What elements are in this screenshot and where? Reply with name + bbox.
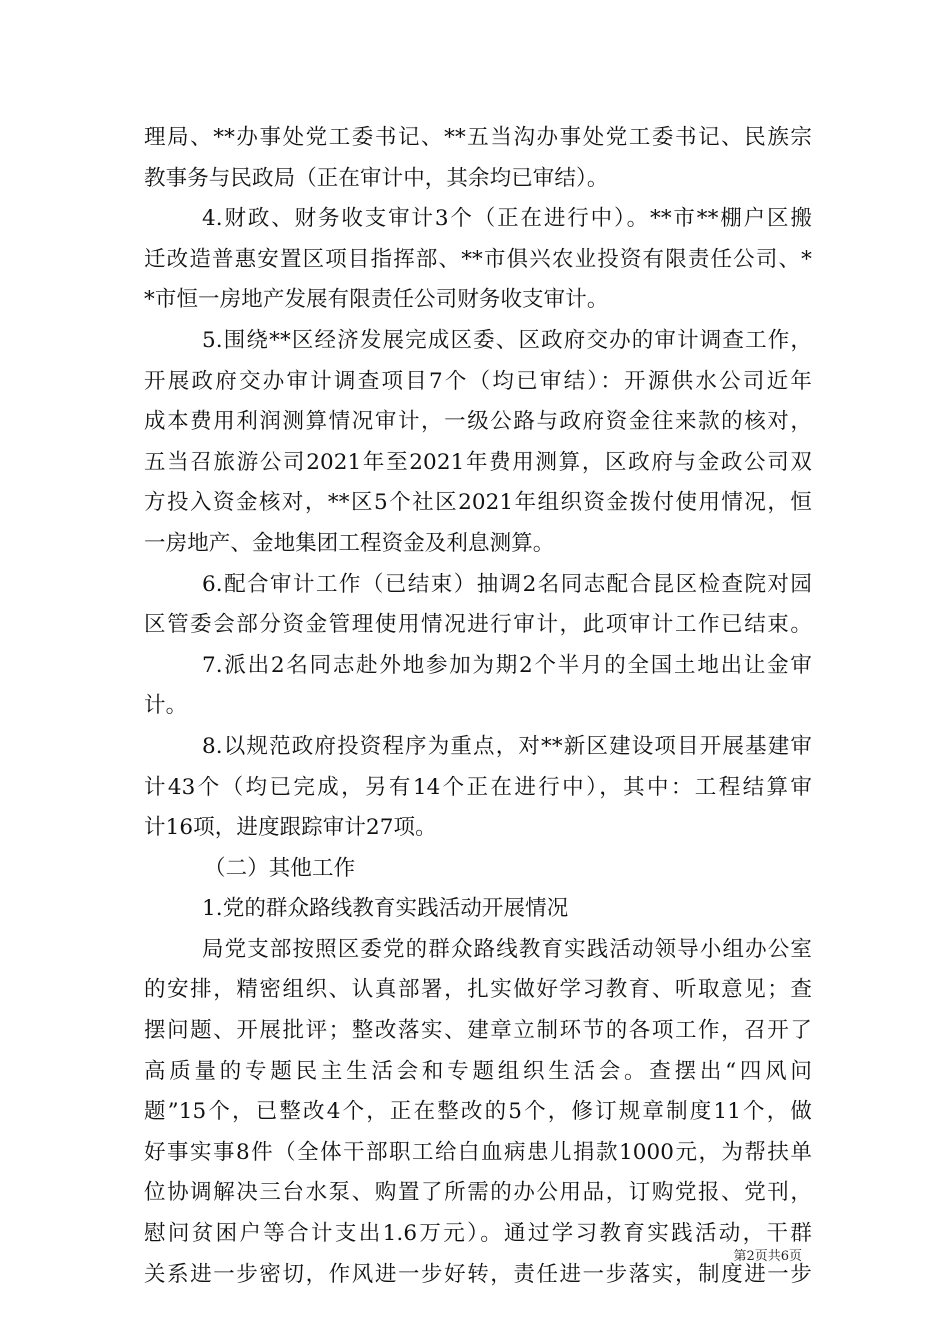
text-line: *市恒一房地产发展有限责任公司财务收支审计。 [144,287,609,313]
page-number: 第2页共6页 [733,1249,802,1264]
text-line: 一房地产、金地集团工程资金及利息测算。 [144,530,555,556]
text-line: 区管委会部分资金管理使用情况进行审计，此项审计工作已结束。 [144,612,812,638]
text-line: 教事务与民政局（正在审计中，其余均已审结）。 [144,165,609,191]
text-line: 关系进一步密切，作风进一步好转，责任进一步落实，制度进一步 [144,1261,812,1287]
text-line: 5.围绕**区经济发展完成区委、区政府交办的审计调查工作， [202,327,812,353]
text-line: 好事实事8件（全体干部职工给白血病患儿捐款1000元，为帮扶单 [144,1139,812,1165]
text-line: 高质量的专题民主生活会和专题组织生活会。查摆出“四风问 [144,1058,812,1084]
text-line: 成本费用利润测算情况审计，一级公路与政府资金往来款的核对， [144,409,812,435]
text-line: 开展政府交办审计调查项目7个（均已审结）：开源供水公司近年 [144,368,812,394]
text-line: 迁改造普惠安置区项目指挥部、**市俱兴农业投资有限责任公司、* [144,246,812,272]
text-line: 摆问题、开展批评；整改落实、建章立制环节的各项工作，召开了 [144,1018,812,1044]
text-line: 五当召旅游公司2021年至2021年费用测算，区政府与金政公司双 [144,449,812,475]
text-line: 4.财政、财务收支审计3个（正在进行中）。**市**棚户区搬 [202,206,812,232]
text-line: 位协调解决三台水泵、购置了所需的办公用品，订购党报、党刊， [144,1180,812,1206]
text-line: 慰问贫困户等合计支出1.6万元）。通过学习教育实践活动，干群 [144,1221,812,1247]
text-line: 计。 [144,693,188,719]
text-line: 6.配合审计工作（已结束）抽调2名同志配合昆区检查院对园 [202,571,812,597]
text-line: 的安排，精密组织、认真部署，扎实做好学习教育、听取意见；查 [144,977,812,1003]
text-line: 局党支部按照区委党的群众路线教育实践活动领导小组办公室 [202,936,812,962]
text-line: 8.以规范政府投资程序为重点，对**新区建设项目开展基建审 [202,733,812,759]
text-line: 7.派出2名同志赴外地参加为期2个半月的全国土地出让金审 [202,652,812,678]
subsection-heading: 1.党的群众路线教育实践活动开展情况 [202,896,569,922]
text-line: 方投入资金核对，**区5个社区2021年组织资金拨付使用情况，恒 [144,490,812,516]
section-heading: （二）其他工作 [204,855,356,881]
text-line: 计43个（均已完成，另有14个正在进行中），其中：工程结算审 [144,774,812,800]
text-line: 理局、**办事处党工委书记、**五当沟办事处党工委书记、民族宗 [144,125,812,150]
document-body [144,118,812,1295]
text-line: 题”15个，已整改4个，正在整改的5个，修订规章制度11个，做 [144,1099,812,1125]
text-line: 计16项，进度跟踪审计27项。 [144,815,437,841]
